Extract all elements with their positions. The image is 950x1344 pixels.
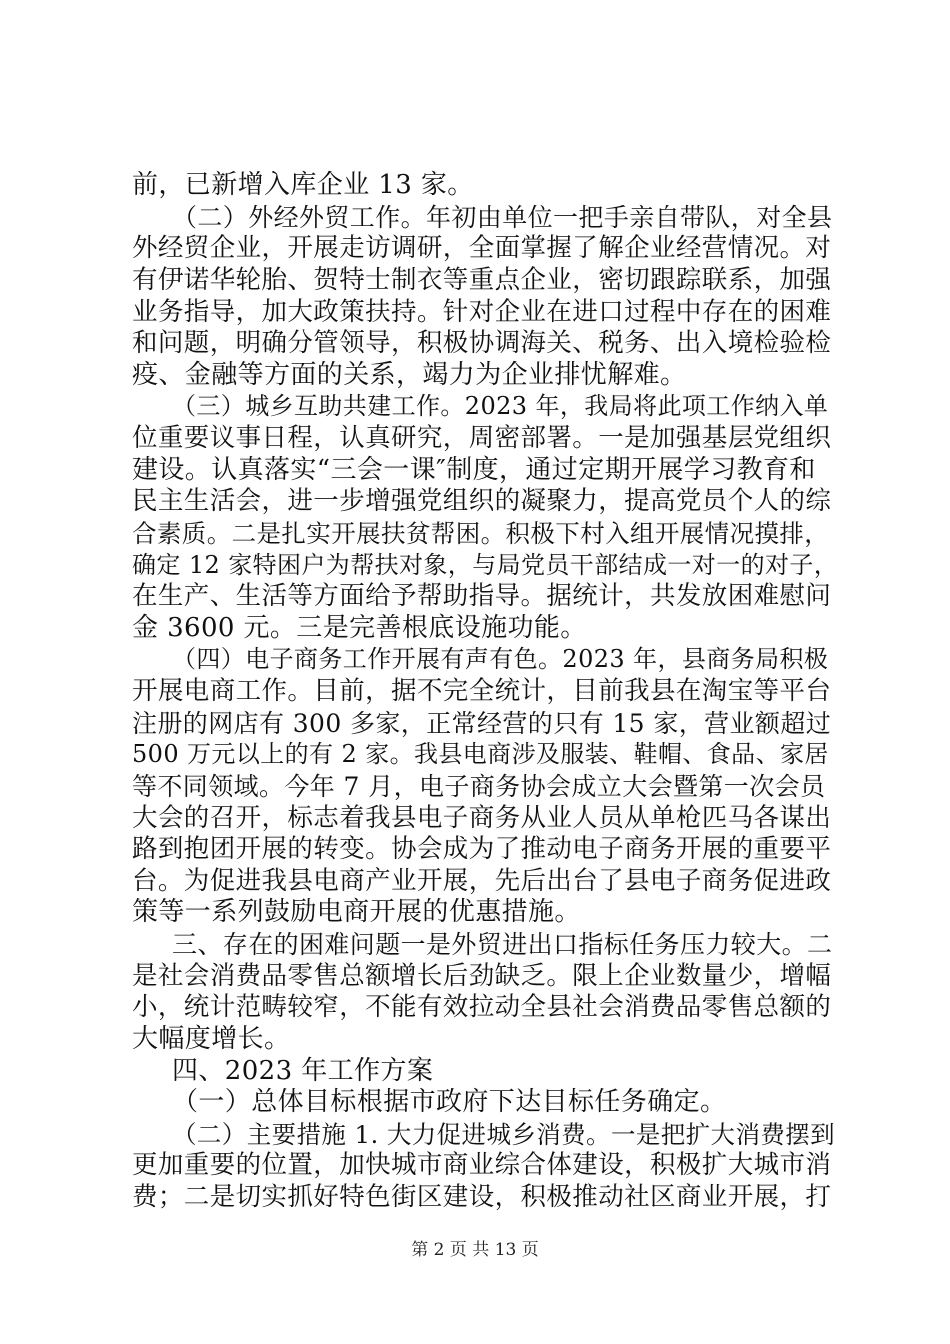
text-line: [172, 391, 828, 422]
text-line: [132, 739, 829, 770]
page-number-label: 第 2 页 共 13 页: [411, 1240, 539, 1260]
line-text: 更加重要的位置，加快城市商业综合体建设，积极扩大城市消: [132, 1150, 832, 1180]
text-line: [132, 1150, 831, 1181]
text-line: [172, 1119, 835, 1150]
text-line: [132, 518, 829, 549]
line-text: 台。为促进我县电商产业开展，先后出台了县电子商务促进政: [132, 866, 832, 896]
text-line: [132, 486, 831, 517]
line-text: 注册的网店有 300 多家，正常经营的只有 15 家，营业额超过: [132, 709, 832, 738]
text-line: [132, 708, 831, 739]
line-text: 外经贸企业，开展走访调研，全面掌握了解企业经营情况。对: [132, 233, 832, 263]
text-line: [132, 613, 587, 644]
text-line: [132, 581, 831, 612]
line-text: 在生产、生活等方面给予帮助指导。据统计，共发放困难慰问: [132, 581, 832, 611]
line-text: 是社会消费品零售总额增长后劲缺乏。限上企业数量少，增幅: [132, 961, 832, 991]
line-text: 业务指导，加大政策扶持。针对企业在进口过程中存在的困难: [132, 297, 832, 327]
text-line: [132, 834, 831, 865]
line-text: 金 3600 元。三是完善根底设施功能。: [132, 613, 587, 643]
line-text: 策等一系列鼓励电商开展的优惠措施。: [132, 897, 581, 927]
line-text: 合素质。二是扎实开展扶贫帮困。积极下村入组开展情况摸排，: [132, 519, 830, 548]
text-line: [172, 929, 832, 960]
text-line: [132, 550, 838, 581]
line-text: 建设。认真落实“三会一课″制度，通过定期开展学习教育和: [132, 455, 816, 485]
line-text: 前，已新增入库企业 13 家。: [132, 170, 474, 200]
text-line: [172, 1087, 726, 1118]
text-line: [132, 423, 831, 454]
text-line: [132, 897, 581, 928]
text-line: [132, 170, 474, 201]
text-line: [132, 265, 831, 296]
line-text: 疫、金融等方面的关系，竭力为企业排忧解难。: [132, 360, 687, 390]
text-line: [172, 202, 832, 233]
line-text: 大会的召开，标志着我县电子商务从业人员从单枪匹马各谋出: [132, 803, 832, 833]
line-text: 有伊诺华轮胎、贺特士制衣等重点企业，密切跟踪联系，加强: [132, 265, 832, 295]
line-text: 等不同领域。今年 7 月，电子商务协会成立大会暨第一次会员: [132, 772, 826, 801]
line-text: 费；二是切实抓好特色街区建设，积极推动社区商业开展，打: [132, 1182, 832, 1212]
line-text: （二）主要措施 1. 大力促进城乡消费。一是把扩大消费摆到: [172, 1120, 836, 1149]
line-text: 四、2023 年工作方案: [172, 1056, 434, 1086]
line-text: （一）总体目标根据市政府下达目标任务确定。: [172, 1087, 727, 1117]
text-line: [132, 803, 831, 834]
line-text: 和问题，明确分管领导，积极协调海关、税务、出入境检验检: [132, 328, 832, 358]
text-line: [132, 233, 831, 264]
text-line: [132, 866, 831, 897]
text-line: [132, 297, 831, 328]
text-line: [132, 1182, 831, 1213]
line-text: 小，统计范畴较窄，不能有效拉动全县社会消费品零售总额的: [132, 992, 832, 1022]
page-footer: [0, 1238, 950, 1262]
line-text: 民主生活会，进一步增强党组织的凝聚力，提高党员个人的综: [132, 486, 832, 516]
text-line: [172, 644, 828, 675]
text-line: [132, 992, 831, 1023]
text-line: [132, 676, 831, 707]
line-text: 开展电商工作。目前，据不完全统计，目前我县在淘宝等平台: [132, 676, 832, 706]
line-text: （二）外经外贸工作。年初由单位一把手亲自带队，对全县: [172, 203, 833, 232]
line-text: 大幅度增长。: [132, 1024, 291, 1054]
line-text: 确定 12 家特困户为帮扶对象，与局党员干部结成一对一的对子，: [132, 551, 839, 579]
line-text: （三）城乡互助共建工作。2023 年，我局将此项工作纳入单: [172, 392, 829, 420]
line-text: 三、存在的困难问题一是外贸进出口指标任务压力较大。二: [172, 930, 833, 959]
text-line: [132, 328, 831, 359]
line-text: 位重要议事日程，认真研究，周密部署。一是加强基层党组织: [132, 423, 832, 453]
text-line: [172, 1056, 433, 1087]
line-text: （四）电子商务工作开展有声有色。2023 年，县商务局积极: [172, 645, 829, 673]
text-line: [132, 360, 686, 391]
text-line: [132, 961, 831, 992]
text-line: [132, 1024, 290, 1055]
text-line: [132, 771, 825, 802]
line-text: 路到抱团开展的转变。协会成为了推动电子商务开展的重要平: [132, 834, 832, 864]
text-line: [132, 455, 816, 486]
line-text: 500 万元以上的有 2 家。我县电商涉及服装、鞋帽、食品、家居: [132, 740, 829, 768]
